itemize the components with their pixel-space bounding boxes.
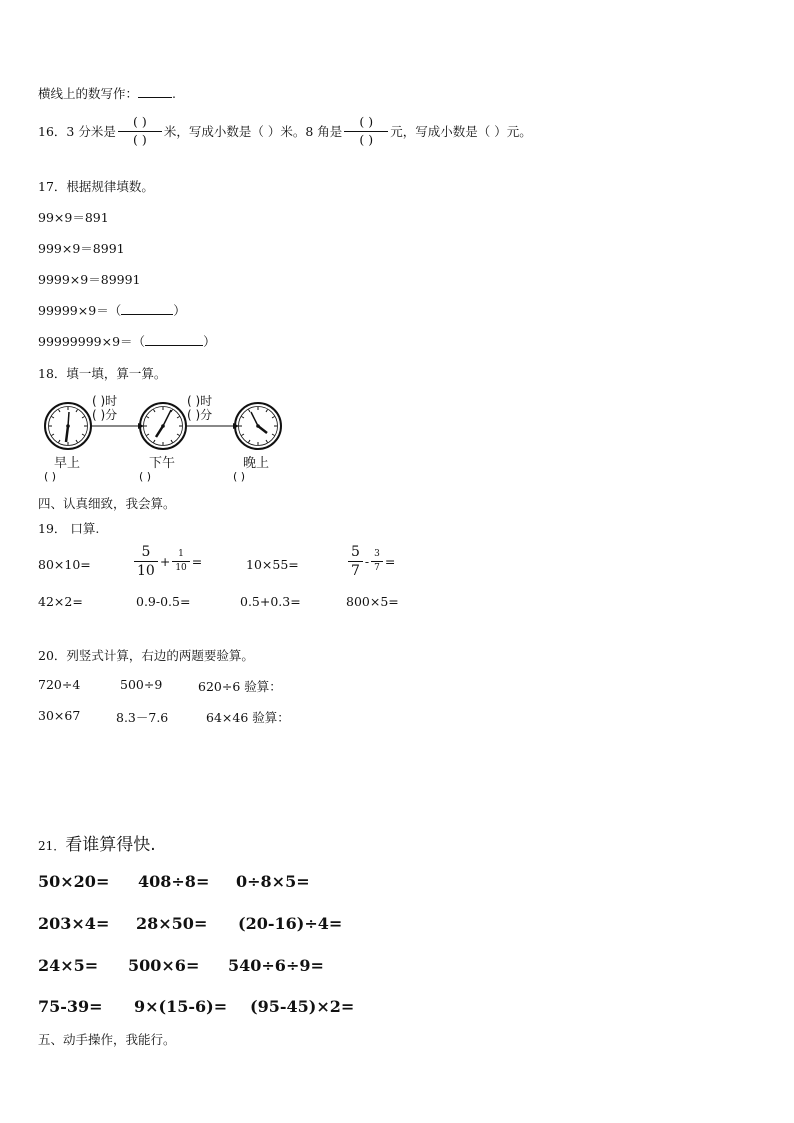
- quick-calc: 0÷8×5=: [236, 872, 310, 891]
- question-18-title: 18．填一填，算一算。: [38, 366, 167, 381]
- section-heading: 四、认真细致，我会算。: [38, 496, 176, 511]
- clock-evening: [235, 403, 281, 449]
- quick-calc: 9×(15-6)=: [134, 997, 228, 1016]
- pattern-line: 99999999×9＝（ ）: [38, 334, 216, 349]
- clock-morning: [45, 403, 91, 449]
- quick-calc: 540÷6÷9=: [228, 956, 324, 975]
- oral-calc: 42×2=: [38, 594, 83, 609]
- oral-calc: 0.5+0.3=: [240, 594, 301, 609]
- quick-calc: (20-16)÷4=: [238, 914, 343, 933]
- vertical-calc: 64×46 验算：: [206, 710, 290, 725]
- fraction-blank[interactable]: $\frac{( )}{( )}$: [344, 116, 388, 146]
- clock-label: 早上: [54, 456, 81, 471]
- clock-answer-blank[interactable]: ( ): [44, 470, 57, 483]
- section-heading: 五、动手操作，我能行。: [38, 1032, 176, 1047]
- question-21-title: 21． 看谁算得快.: [38, 835, 156, 855]
- question-19-title: 19． 口算.: [38, 521, 100, 536]
- question-20-title: 20．列竖式计算，右边的两题要验算。: [38, 648, 254, 663]
- pattern-line: 99999×9＝（ ）: [38, 303, 186, 318]
- quick-calc: 500×6=: [128, 956, 200, 975]
- oral-calc-fraction: $\frac{5}{7}$ - $\frac{3}{7}$ =: [346, 545, 395, 578]
- answer-blank[interactable]: [138, 97, 172, 98]
- answer-blank[interactable]: [145, 345, 203, 346]
- quick-calc: 28×50=: [136, 914, 208, 933]
- vertical-calc: 620÷6 验算：: [198, 679, 282, 694]
- pattern-line: 999×9＝8991: [38, 241, 125, 256]
- fill-in-line: 横线上的数写作： .: [38, 86, 176, 101]
- quick-calc: 50×20=: [38, 872, 110, 891]
- quick-calc: 24×5=: [38, 956, 99, 975]
- question-16: 16． 3 分米是 $\frac{( )}{( )}$ 米，写成小数是（ ）米。8 角是 $\frac{( )}{( )}$ 元，写成小数是（ ）元。: [38, 114, 532, 147]
- clock-answer-blank[interactable]: ( ): [139, 470, 152, 483]
- oral-calc: 10×55=: [246, 557, 299, 572]
- vertical-calc: 8.3－7.6: [116, 710, 169, 725]
- fraction-blank[interactable]: $\frac{( )}{( )}$: [118, 116, 162, 146]
- arrow-2-labels: ( )时 ( )分: [187, 394, 213, 422]
- oral-calc-fraction: $\frac{5}{10}$ + $\frac{1}{10}$ =: [132, 545, 202, 578]
- clock-diagram-svg: [38, 392, 288, 488]
- arrow-1-labels: ( )时 ( )分: [92, 394, 118, 422]
- answer-blank[interactable]: [121, 314, 173, 315]
- quick-calc: 75-39=: [38, 997, 103, 1016]
- clock-label: 下午: [149, 456, 176, 471]
- clock-afternoon: [140, 403, 186, 449]
- question-17-title: 17．根据规律填数。: [38, 179, 154, 194]
- oral-calc: 80×10=: [38, 557, 91, 572]
- quick-calc: (95-45)×2=: [250, 997, 355, 1016]
- vertical-calc: 500÷9: [120, 677, 163, 692]
- quick-calc: 203×4=: [38, 914, 110, 933]
- vertical-calc: 720÷4: [38, 677, 81, 692]
- quick-calc: 408÷8=: [138, 872, 210, 891]
- pattern-line: 99×9＝891: [38, 210, 109, 225]
- pattern-line: 9999×9＝89991: [38, 272, 141, 287]
- clock-answer-blank[interactable]: ( ): [233, 470, 246, 483]
- clock-diagram: [38, 392, 288, 488]
- clock-label: 晚上: [243, 456, 270, 471]
- oral-calc: 800×5=: [346, 594, 399, 609]
- oral-calc: 0.9-0.5=: [136, 594, 191, 609]
- vertical-calc: 30×67: [38, 708, 81, 723]
